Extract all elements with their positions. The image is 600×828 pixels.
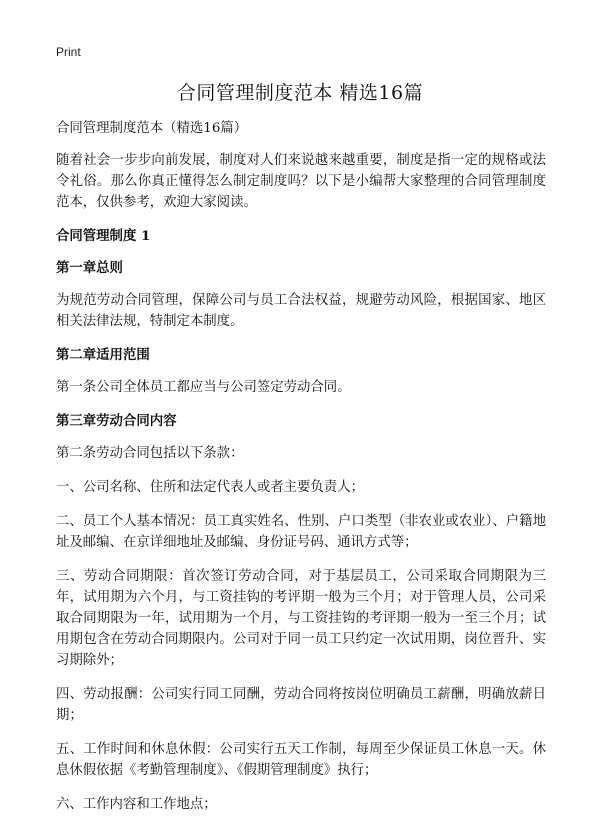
- document-subtitle: 合同管理制度范本（精选16篇）: [56, 121, 248, 136]
- print-label[interactable]: Print: [56, 45, 81, 59]
- clause-item: 一、公司名称、住所和法定代表人或者主要负责人；: [56, 480, 364, 495]
- intro-paragraph: 随着社会一步步向前发展，制度对人们来说越来越重要，制度是指一定的规格或法令礼俗。那么你真正懂得怎么制定制度吗？以下是小编帮大家整理的合同管理制度范本，仅供参考，欢迎大家阅读。: [56, 153, 546, 210]
- clause-item: 五、工作时间和休息休假：公司实行五天工作制，每周至少保证员工休息一天。休息休假依据《考勤管理制度》、《假期管理制度》执行；: [56, 742, 546, 778]
- document-title: 合同管理制度范本 精选16篇: [176, 82, 424, 104]
- clause-item: 三、劳动合同期限：首次签订劳动合同，对于基层员工，公司采取合同期限为三年，试用期为六个月，与工资挂钩的考评期一般为三个月；对于管理人员，公司采取合同期限为一年，试用期为一个月，与工资挂钩的考评期一般为一至三个月；试用期包含在劳动合同期限内。公司对于同一员工只约定一次试用期，岗位晋升、实习期除外；: [56, 569, 546, 668]
- clause-item: 六、工作内容和工作地点；: [56, 797, 217, 812]
- chapter-3-intro: 第二条劳动合同包括以下条款：: [56, 446, 244, 461]
- clause-item: 四、劳动报酬：公司实行同工同酬，劳动合同将按岗位明确员工薪酬，明确放薪日期；: [56, 687, 546, 723]
- clause-item: 二、员工个人基本情况：员工真实姓名、性别、户口类型（非农业或农业）、户籍地址及邮编、在京详细地址及邮编、身份证号码、通讯方式等；: [56, 514, 546, 550]
- document-body: [56, 118, 546, 828]
- section-title: 合同管理制度 1: [56, 228, 151, 244]
- chapter-2-paragraph: 第一条公司全体员工都应当与公司签定劳动合同。: [56, 380, 351, 395]
- chapter-2-heading: 第二章适用范围: [56, 347, 150, 363]
- chapter-1-heading: 第一章总则: [56, 260, 123, 276]
- chapter-3-heading: 第三章劳动合同内容: [56, 413, 177, 429]
- chapter-1-paragraph: 为规范劳动合同管理，保障公司与员工合法权益，规避劳动风险，根据国家、地区相关法律法规，特制定本制度。: [56, 293, 546, 329]
